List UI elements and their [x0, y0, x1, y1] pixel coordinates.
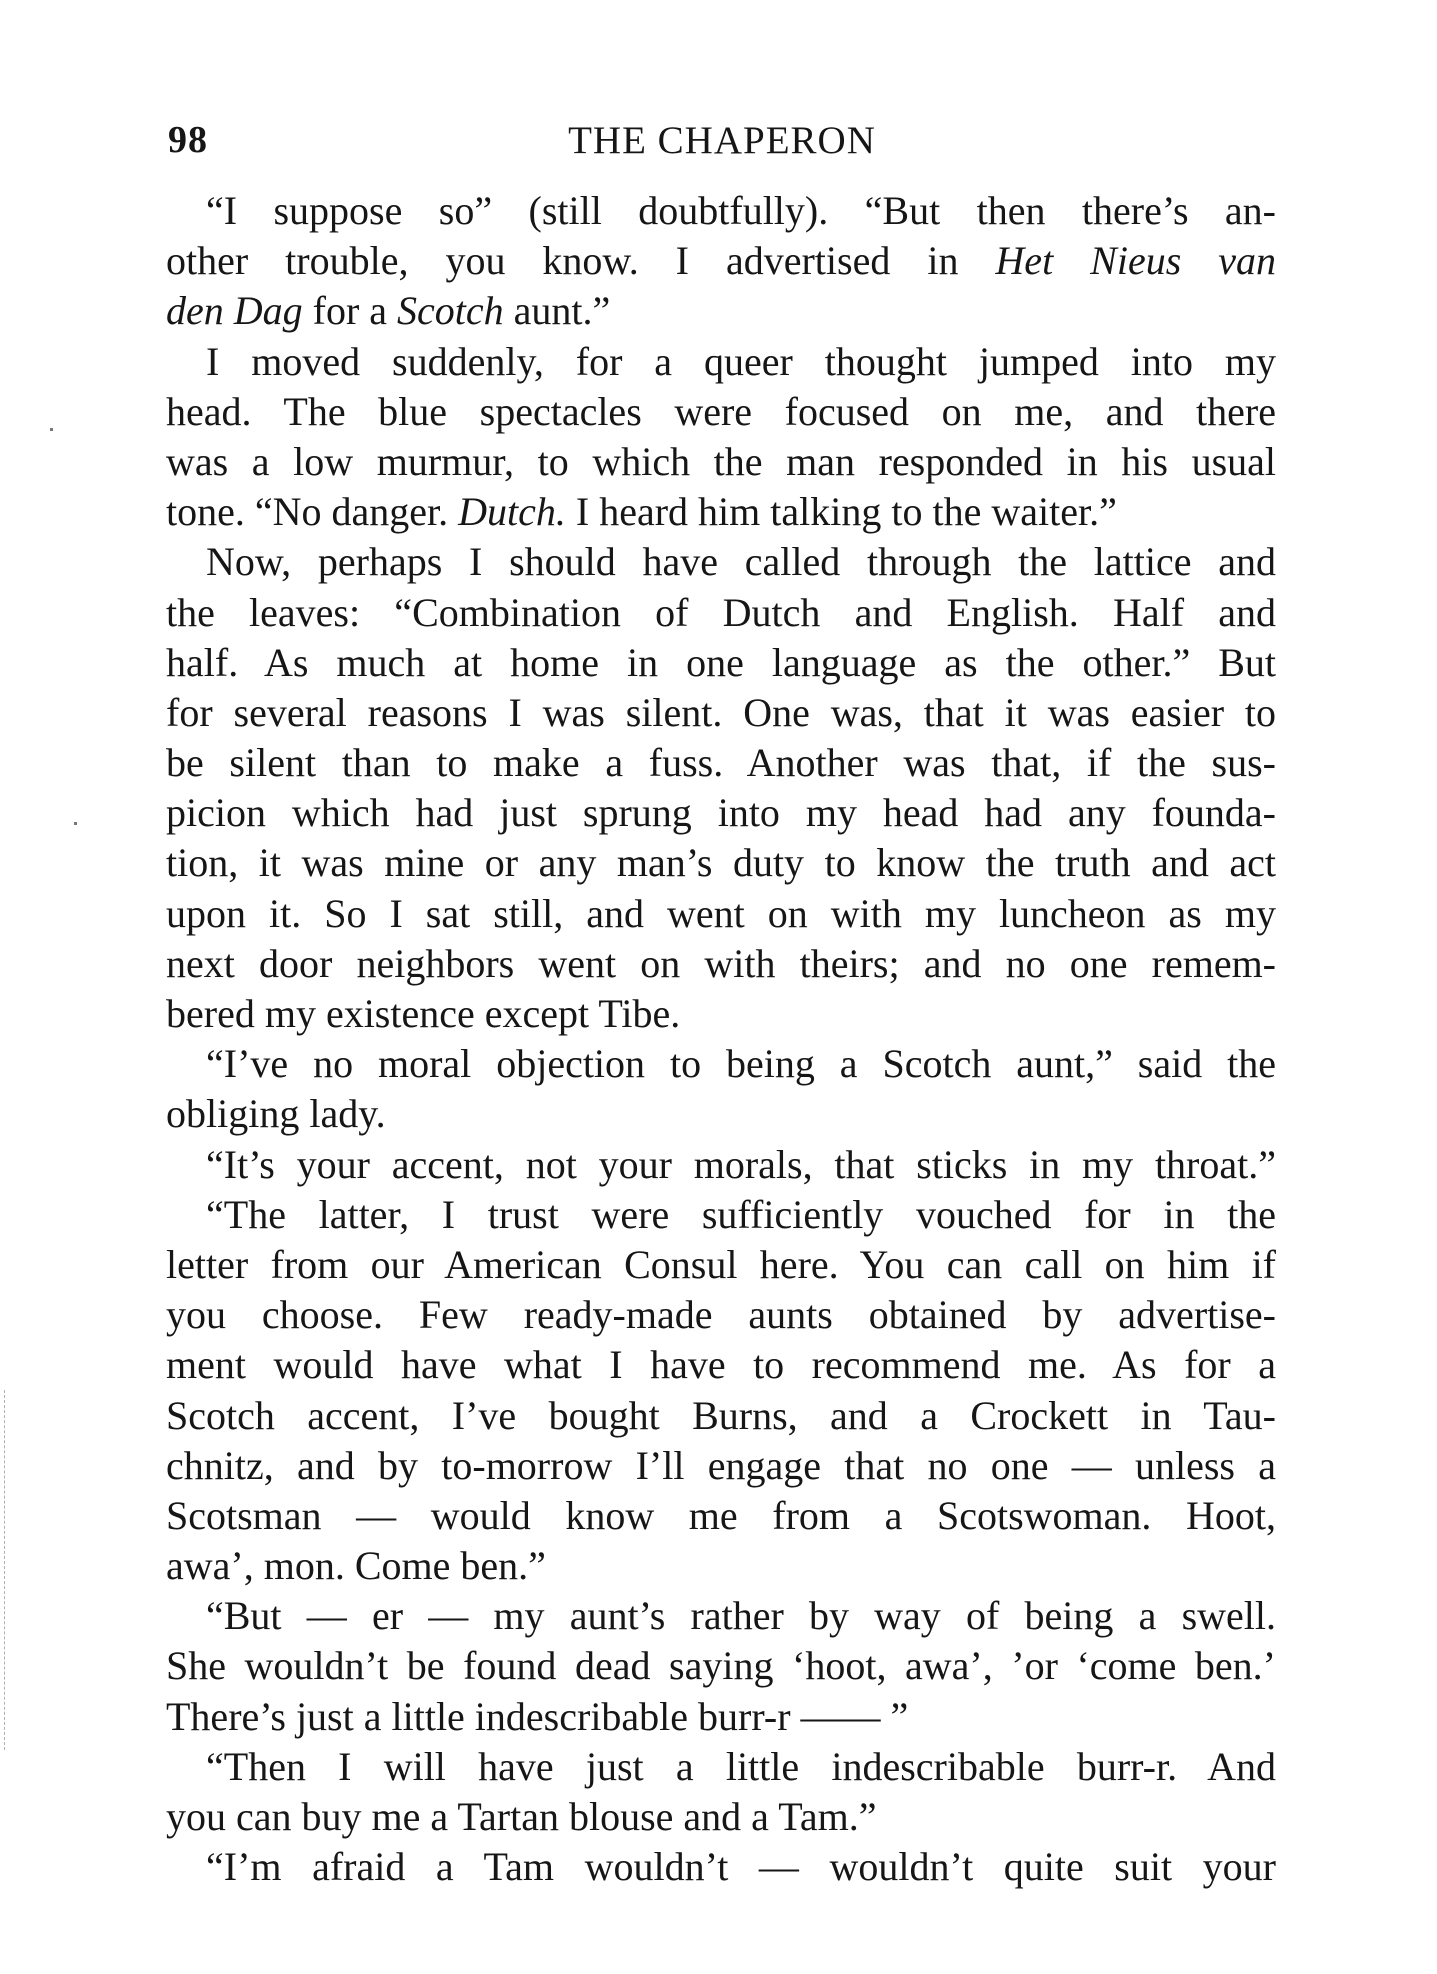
text-run: awa’, mon. Come ben.” [166, 1543, 546, 1589]
italic-text: Dutch. [458, 489, 566, 535]
text-line [166, 1842, 1276, 1892]
text-run: next door neighbors went on with theirs; and no one remem- [166, 940, 1276, 986]
text-line [166, 1641, 1276, 1691]
text-run: chnitz, and by to-morrow I’ll engage that no one — unless a [166, 1442, 1276, 1488]
page-header [168, 118, 1276, 178]
text-run: you choose. Few ready-made aunts obtained by advertise- [166, 1292, 1276, 1338]
text-line [166, 1441, 1276, 1491]
text-run: “But — er — my aunt’s rather by way of being a swell. [206, 1593, 1276, 1639]
text-line [166, 939, 1276, 989]
text-line [166, 437, 1276, 487]
text-line [166, 286, 1276, 336]
text-line [166, 989, 1276, 1039]
text-line [166, 1491, 1276, 1541]
text-run: “I suppose so” (still doubtfully). “But then there’s an- [206, 188, 1276, 233]
text-line [166, 889, 1276, 939]
text-run: upon it. So I sat still, and went on with my luncheon as my [166, 890, 1276, 936]
text-line [166, 1140, 1276, 1190]
text-run: tion, it was mine or any man’s duty to know the truth and act [166, 840, 1276, 886]
running-head: THE CHAPERON [568, 119, 876, 162]
text-line [166, 1591, 1276, 1641]
margin-scan-marks [4, 1390, 9, 1750]
text-line [166, 1692, 1276, 1742]
body-text [166, 186, 1276, 1892]
text-line [166, 186, 1276, 236]
text-line [166, 1391, 1276, 1441]
text-run: half. As much at home in one language as the other.” But [166, 639, 1276, 685]
text-run: Now, perhaps I should have called through the lattice and [206, 539, 1276, 585]
text-run: Scotch accent, I’ve bought Burns, and a Crockett in Tau- [166, 1392, 1276, 1438]
italic-text: Het Nieus van [995, 238, 1276, 284]
text-line [166, 1742, 1276, 1792]
text-run: aunt.” [503, 288, 611, 334]
text-run: letter from our American Consul here. You can call on him if [166, 1241, 1276, 1287]
text-line [166, 1541, 1276, 1591]
text-run: “I’ve no moral objection to being a Scotch aunt,” said the [206, 1041, 1276, 1087]
text-run: Scotsman — would know me from a Scotswoman. Hoot, [166, 1492, 1276, 1538]
text-line [166, 1039, 1276, 1089]
text-run: I heard him talking to the waiter.” [565, 489, 1117, 535]
text-run: obliging lady. [166, 1091, 386, 1137]
text-run: ment would have what I have to recommend me. As for a [166, 1342, 1276, 1388]
text-run: tone. “No danger. [166, 489, 459, 535]
text-line [166, 838, 1276, 888]
text-run: be silent than to make a fuss. Another was that, if the sus- [166, 740, 1276, 786]
italic-text: den Dag [166, 288, 303, 334]
italic-text: Scotch [397, 288, 504, 334]
text-line [166, 788, 1276, 838]
text-line [166, 1290, 1276, 1340]
stray-mark [74, 822, 77, 825]
text-run: bered my existence except Tibe. [166, 991, 681, 1036]
text-line [166, 688, 1276, 738]
text-line [166, 1190, 1276, 1240]
text-line [166, 337, 1276, 387]
text-run: I moved suddenly, for a queer thought jumped into my [206, 338, 1276, 384]
text-line [166, 1340, 1276, 1390]
text-run: you can buy me a Tartan blouse and a Tam.” [166, 1794, 877, 1839]
text-line [166, 1792, 1276, 1842]
text-run: “The latter, I trust were sufficiently vouched for in the [206, 1191, 1276, 1237]
text-line [166, 738, 1276, 788]
text-line [166, 387, 1276, 437]
text-run: for a [302, 288, 398, 334]
text-line [166, 638, 1276, 688]
text-run: She wouldn’t be found dead saying ‘hoot, awa’, ’or ‘come ben.’ [166, 1643, 1276, 1689]
text-run: “I’m afraid a Tam wouldn’t — wouldn’t quite suit your [206, 1844, 1276, 1890]
text-run: was a low murmur, to which the man responded in his usual [166, 438, 1276, 484]
text-line [166, 236, 1276, 286]
text-run: “It’s your accent, not your morals, that sticks in my throat.” [206, 1141, 1276, 1187]
text-run: the leaves: “Combination of Dutch and English. Half and [166, 589, 1276, 635]
text-line [166, 1240, 1276, 1290]
text-line [166, 588, 1276, 638]
stray-mark [50, 428, 53, 431]
text-line [166, 487, 1276, 537]
text-run: picion which had just sprung into my head had any founda- [166, 790, 1276, 836]
text-run: There’s just a little indescribable burr-r —— ” [166, 1693, 909, 1739]
text-run: for several reasons I was silent. One was, that it was easier to [166, 689, 1276, 735]
text-run: “Then I will have just a little indescribable burr-r. And [206, 1743, 1276, 1789]
text-run: other trouble, you know. I advertised in [166, 238, 996, 284]
text-line [166, 1089, 1276, 1139]
text-run: head. The blue spectacles were focused on me, and there [166, 388, 1276, 434]
text-line [166, 537, 1276, 587]
page-number: 98 [168, 119, 208, 161]
